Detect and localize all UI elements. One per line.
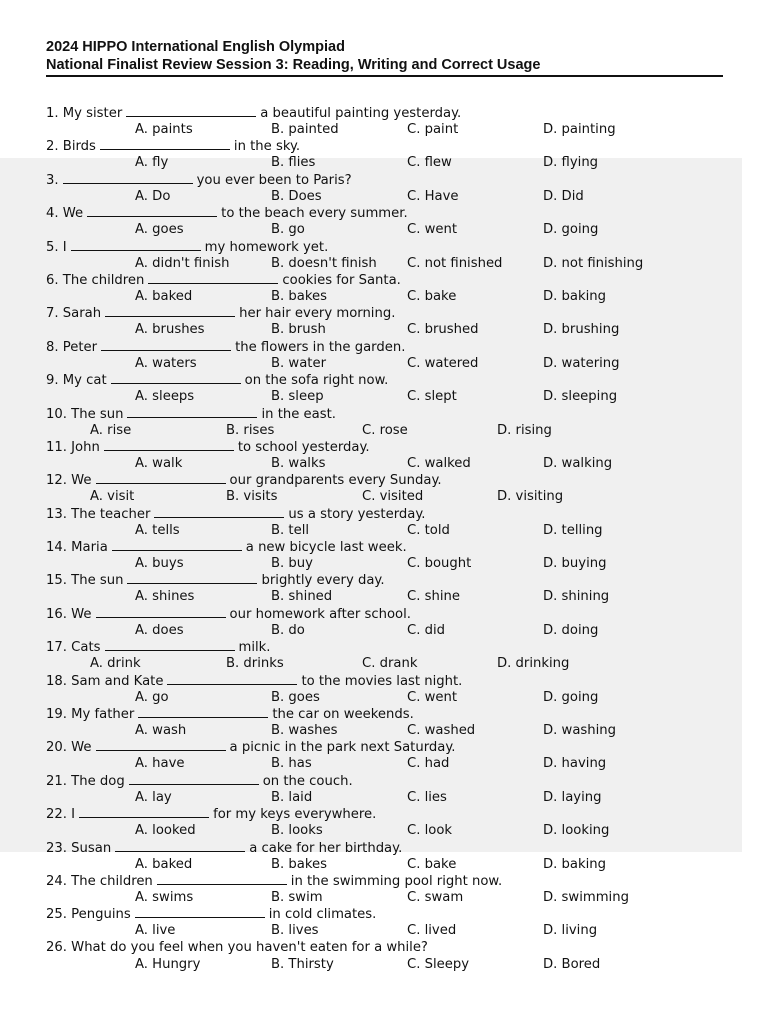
- answer-option[interactable]: B. bakes: [271, 288, 328, 304]
- answer-blank[interactable]: [135, 906, 265, 918]
- question-stem: [46, 439, 370, 456]
- answer-blank[interactable]: [63, 172, 193, 184]
- answer-option[interactable]: A. goes: [135, 222, 184, 238]
- question-text-before: 20. We: [46, 740, 92, 756]
- question-text-after: a beautiful painting yesterday.: [260, 106, 462, 121]
- answer-blank[interactable]: [96, 606, 226, 618]
- answer-blank[interactable]: [148, 272, 278, 284]
- answer-option[interactable]: B. swim: [271, 889, 323, 905]
- question-text-before: 9. My cat: [46, 373, 107, 389]
- answer-option[interactable]: C. bought: [407, 556, 472, 572]
- answer-blank[interactable]: [126, 105, 256, 117]
- answer-option[interactable]: A. Hungry: [135, 956, 201, 972]
- answer-option[interactable]: A. live: [135, 923, 176, 939]
- question-stem: [46, 606, 411, 623]
- question-text-after: our grandparents every Sunday.: [229, 473, 442, 489]
- answer-blank[interactable]: [127, 406, 257, 418]
- answer-option[interactable]: B. lives: [271, 923, 319, 939]
- answer-option[interactable]: D. brushing: [543, 322, 620, 338]
- answer-option[interactable]: A. swims: [135, 889, 194, 905]
- answer-option[interactable]: B. buy: [271, 556, 313, 572]
- question-stem: [46, 239, 328, 256]
- answer-option[interactable]: A. rise: [90, 422, 132, 438]
- answer-option[interactable]: C. had: [407, 756, 450, 772]
- question-text-before: 26. What do you feel when you haven't eaten for a while?: [46, 939, 428, 955]
- question-stem: [46, 940, 428, 956]
- answer-option[interactable]: A. baked: [135, 288, 193, 304]
- question-text-before: 23. Susan: [46, 840, 112, 856]
- answer-option[interactable]: B. looks: [271, 823, 323, 839]
- question-stem: [46, 339, 405, 356]
- question-text-after: for my keys everywhere.: [213, 807, 377, 823]
- answer-option[interactable]: A. sleeps: [135, 389, 195, 405]
- question-text-before: 1. My sister: [46, 106, 123, 121]
- question-item: [46, 639, 736, 672]
- answer-option[interactable]: B. walks: [271, 455, 326, 471]
- question-item: [46, 439, 736, 472]
- question-text-before: 4. We: [46, 206, 84, 222]
- question-stem: [46, 472, 442, 489]
- answer-option[interactable]: B. Does: [271, 188, 322, 204]
- question-item: [46, 272, 736, 305]
- question-text-after: on the sofa right now.: [244, 373, 389, 389]
- answer-option[interactable]: D. living: [543, 923, 598, 939]
- question-text-after: the flowers in the garden.: [235, 339, 406, 355]
- answer-option[interactable]: A. go: [135, 689, 169, 705]
- question-stem: [46, 205, 408, 222]
- answer-blank[interactable]: [127, 572, 257, 584]
- answer-option[interactable]: D. washing: [543, 723, 617, 739]
- question-text-before: 7. Sarah: [46, 306, 102, 322]
- answer-option[interactable]: A. visit: [90, 489, 135, 505]
- answer-option[interactable]: A. tells: [135, 522, 180, 538]
- answer-blank[interactable]: [96, 739, 226, 751]
- answer-blank[interactable]: [101, 339, 231, 351]
- answer-option[interactable]: C. Have: [407, 188, 459, 204]
- answer-option[interactable]: C. shine: [407, 589, 460, 605]
- question-text-after: milk.: [238, 640, 271, 656]
- answer-option[interactable]: D. doing: [543, 622, 599, 638]
- answer-option[interactable]: B. washes: [271, 723, 338, 739]
- answer-option[interactable]: A. Do: [135, 188, 171, 204]
- question-text-after: a picnic in the park next Saturday.: [229, 740, 456, 756]
- question-text-after: in the swimming pool right now.: [290, 873, 503, 889]
- answer-option[interactable]: C. washed: [407, 723, 476, 739]
- answer-option[interactable]: C. told: [407, 522, 450, 538]
- question-text-after: in the east.: [261, 406, 336, 422]
- question-text-before: 25. Penguins: [46, 907, 131, 923]
- question-text-before: 13. The teacher: [46, 506, 151, 522]
- answer-blank[interactable]: [105, 305, 235, 317]
- answer-option[interactable]: A. does: [135, 622, 184, 638]
- answer-option[interactable]: C. lived: [407, 923, 457, 939]
- question-stem: [46, 673, 462, 690]
- question-text-after: you ever been to Paris?: [196, 172, 352, 188]
- question-item: [46, 606, 736, 639]
- question-stem: [46, 639, 271, 656]
- answer-option[interactable]: B. has: [271, 756, 312, 772]
- question-text-after: in cold climates.: [268, 907, 377, 923]
- question-item: [46, 506, 736, 539]
- answer-option[interactable]: C. paint: [407, 122, 459, 137]
- answer-option[interactable]: D. baking: [543, 288, 607, 304]
- page-header: [46, 38, 723, 77]
- question-text-before: 11. John: [46, 439, 100, 455]
- answer-blank[interactable]: [138, 706, 268, 718]
- answer-option[interactable]: C. not finished: [407, 255, 503, 271]
- question-text-before: 8. Peter: [46, 339, 98, 355]
- answer-option[interactable]: D. rising: [497, 422, 552, 438]
- answer-option[interactable]: C. rose: [362, 422, 408, 438]
- answer-option[interactable]: A. have: [135, 756, 185, 772]
- question-item: [46, 406, 736, 439]
- answer-option[interactable]: D. buying: [543, 556, 607, 572]
- question-text-before: 2. Birds: [46, 139, 96, 155]
- question-text-after: my homework yet.: [204, 239, 329, 255]
- question-text-before: 14. Maria: [46, 540, 108, 556]
- answer-option[interactable]: B. shined: [271, 589, 333, 605]
- answer-option[interactable]: B. go: [271, 222, 305, 238]
- answer-option[interactable]: C. brushed: [407, 322, 479, 338]
- question-text-before: 18. Sam and Kate: [46, 673, 164, 689]
- question-text-before: 5. I: [46, 239, 67, 255]
- answer-blank[interactable]: [112, 539, 242, 551]
- answer-option[interactable]: A. lay: [135, 789, 172, 805]
- answer-option[interactable]: D. visiting: [497, 489, 564, 505]
- answer-blank[interactable]: [154, 506, 284, 518]
- question-text-before: 6. The children: [46, 272, 145, 288]
- answer-option[interactable]: B. sleep: [271, 389, 324, 405]
- answer-option[interactable]: D. going: [543, 222, 599, 238]
- question-item: [46, 806, 736, 839]
- question-item: [46, 706, 736, 739]
- answer-option[interactable]: A. shines: [135, 589, 195, 605]
- answer-option[interactable]: B. water: [271, 355, 327, 371]
- question-item: [46, 673, 736, 706]
- answer-blank[interactable]: [129, 773, 259, 785]
- question-text-after: a cake for her birthday.: [249, 840, 403, 856]
- question-item: [46, 739, 736, 772]
- answer-blank[interactable]: [71, 239, 201, 251]
- question-text-before: 17. Cats: [46, 640, 101, 656]
- question-item: [46, 773, 736, 806]
- question-text-before: 16. We: [46, 606, 92, 622]
- question-item: [46, 305, 736, 338]
- answer-option[interactable]: C. lies: [407, 789, 447, 805]
- question-item: [46, 906, 736, 939]
- question-stem: [46, 806, 376, 823]
- answer-option[interactable]: C. watered: [407, 355, 479, 371]
- answer-option[interactable]: C. look: [407, 823, 453, 839]
- question-text-before: 3.: [46, 172, 59, 188]
- question-text-before: 15. The sun: [46, 573, 124, 589]
- question-item: [46, 840, 736, 873]
- answer-option[interactable]: B. visits: [226, 489, 278, 505]
- answer-option[interactable]: B. flies: [271, 155, 316, 171]
- answer-option[interactable]: A. paints: [135, 122, 193, 137]
- question-stem: [46, 739, 455, 756]
- answer-option[interactable]: A. didn't finish: [135, 255, 230, 271]
- answer-option[interactable]: D. watering: [543, 355, 620, 371]
- answer-option[interactable]: D. having: [543, 756, 607, 772]
- answer-option[interactable]: D. Did: [543, 188, 584, 204]
- answer-option[interactable]: A. brushes: [135, 322, 205, 338]
- answer-option[interactable]: C. bake: [407, 856, 457, 872]
- answer-option[interactable]: C. slept: [407, 389, 457, 405]
- answer-option[interactable]: D. sleeping: [543, 389, 618, 405]
- answer-option[interactable]: C. flew: [407, 155, 452, 171]
- question-stem: [46, 506, 425, 523]
- answer-option[interactable]: B. laid: [271, 789, 313, 805]
- answer-option[interactable]: C. drank: [362, 656, 418, 672]
- question-stem: [46, 906, 376, 923]
- answer-option[interactable]: B. painted: [271, 122, 339, 137]
- answer-option[interactable]: B. bakes: [271, 856, 328, 872]
- question-stem: [46, 773, 353, 790]
- question-stem: [46, 272, 401, 289]
- answer-option[interactable]: B. goes: [271, 689, 320, 705]
- question-text-after: on the couch.: [262, 773, 353, 789]
- question-item: [46, 572, 736, 605]
- question-text-after: a new bicycle last week.: [245, 540, 407, 556]
- question-item: [46, 339, 736, 372]
- answer-option[interactable]: B. doesn't finish: [271, 255, 377, 271]
- answer-option[interactable]: C. went: [407, 689, 458, 705]
- question-stem: [46, 372, 388, 389]
- answer-option[interactable]: A. walk: [135, 455, 183, 471]
- answer-option[interactable]: C. bake: [407, 288, 457, 304]
- question-text-after: cookies for Santa.: [282, 272, 401, 288]
- question-stem: [46, 172, 352, 189]
- question-text-after: in the sky.: [233, 139, 301, 155]
- answer-option[interactable]: A. fly: [135, 155, 169, 171]
- answer-option[interactable]: D. painting: [543, 122, 616, 137]
- question-text-before: 19. My father: [46, 707, 135, 723]
- question-text-after: to the movies last night.: [301, 673, 463, 689]
- answer-blank[interactable]: [104, 439, 234, 451]
- question-text-after: our homework after school.: [229, 606, 411, 622]
- question-text-before: 24. The children: [46, 873, 153, 889]
- question-list: [46, 105, 736, 973]
- question-stem: [46, 706, 414, 723]
- answer-option[interactable]: C. Sleepy: [407, 956, 470, 972]
- answer-option[interactable]: D. Bored: [543, 956, 601, 972]
- answer-option[interactable]: D. swimming: [543, 889, 629, 905]
- question-text-before: 10. The sun: [46, 406, 124, 422]
- answer-blank[interactable]: [87, 205, 217, 217]
- answer-option[interactable]: D. not finishing: [543, 255, 644, 271]
- header-title: 2024 HIPPO International English Olympiad: [46, 39, 345, 55]
- answer-option[interactable]: B. tell: [271, 522, 310, 538]
- question-text-before: 12. We: [46, 473, 92, 489]
- answer-blank[interactable]: [105, 639, 235, 651]
- answer-blank[interactable]: [96, 472, 226, 484]
- answer-option[interactable]: A. buys: [135, 556, 184, 572]
- question-item: [46, 472, 736, 505]
- question-text-after: to the beach every summer.: [221, 206, 408, 222]
- header-subtitle: National Finalist Review Session 3: Reading, Writing and Correct Usage: [46, 57, 541, 73]
- question-item: [46, 172, 736, 205]
- question-item: [46, 138, 736, 171]
- question-text-after: her hair every morning.: [239, 306, 396, 322]
- answer-blank[interactable]: [167, 673, 297, 685]
- question-item: [46, 239, 736, 272]
- answer-option[interactable]: B. drinks: [226, 656, 284, 672]
- answer-blank[interactable]: [79, 806, 209, 818]
- answer-option[interactable]: A. baked: [135, 856, 193, 872]
- answer-option[interactable]: B. do: [271, 622, 305, 638]
- answer-blank[interactable]: [115, 840, 245, 852]
- question-text-after: brightly every day.: [261, 573, 385, 589]
- header-divider: [46, 75, 723, 77]
- question-text-after: to school yesterday.: [237, 439, 370, 455]
- question-text-before: 21. The dog: [46, 773, 125, 789]
- answer-option[interactable]: C. did: [407, 622, 445, 638]
- answer-option[interactable]: A. looked: [135, 823, 196, 839]
- question-stem: [46, 840, 402, 857]
- question-item: [46, 539, 736, 572]
- question-text-before: 22. I: [46, 807, 76, 823]
- answer-option[interactable]: B. brush: [271, 322, 326, 338]
- answer-option[interactable]: D. baking: [543, 856, 607, 872]
- answer-option[interactable]: A. drink: [90, 656, 141, 672]
- answer-option[interactable]: C. swam: [407, 889, 464, 905]
- question-item: [46, 940, 736, 973]
- answer-blank[interactable]: [111, 372, 241, 384]
- answer-blank[interactable]: [157, 873, 287, 885]
- question-stem: [46, 873, 502, 890]
- question-item: [46, 873, 736, 906]
- answer-option[interactable]: B. rises: [226, 422, 275, 438]
- answer-option[interactable]: C. went: [407, 222, 458, 238]
- answer-option[interactable]: D. walking: [543, 455, 613, 471]
- answer-option[interactable]: A. wash: [135, 723, 187, 739]
- question-item: [46, 372, 736, 405]
- answer-option[interactable]: D. drinking: [497, 656, 570, 672]
- question-text-after: us a story yesterday.: [288, 506, 426, 522]
- question-stem: [46, 406, 336, 423]
- answer-option[interactable]: C. walked: [407, 455, 471, 471]
- answer-blank[interactable]: [100, 138, 230, 150]
- answer-option[interactable]: D. telling: [543, 522, 603, 538]
- answer-option[interactable]: A. waters: [135, 355, 197, 371]
- answer-option[interactable]: B. Thirsty: [271, 956, 334, 972]
- question-stem: [46, 105, 461, 122]
- answer-option[interactable]: D. looking: [543, 823, 610, 839]
- question-stem: [46, 572, 385, 589]
- question-stem: [46, 539, 407, 556]
- answer-option[interactable]: C. visited: [362, 489, 424, 505]
- question-stem: [46, 138, 300, 155]
- answer-option[interactable]: D. going: [543, 689, 599, 705]
- answer-option[interactable]: D. shining: [543, 589, 610, 605]
- answer-option[interactable]: D. laying: [543, 789, 602, 805]
- answer-option[interactable]: D. flying: [543, 155, 599, 171]
- question-text-after: the car on weekends.: [272, 707, 414, 723]
- question-stem: [46, 305, 395, 322]
- question-item: [46, 205, 736, 238]
- question-item: [46, 105, 736, 138]
